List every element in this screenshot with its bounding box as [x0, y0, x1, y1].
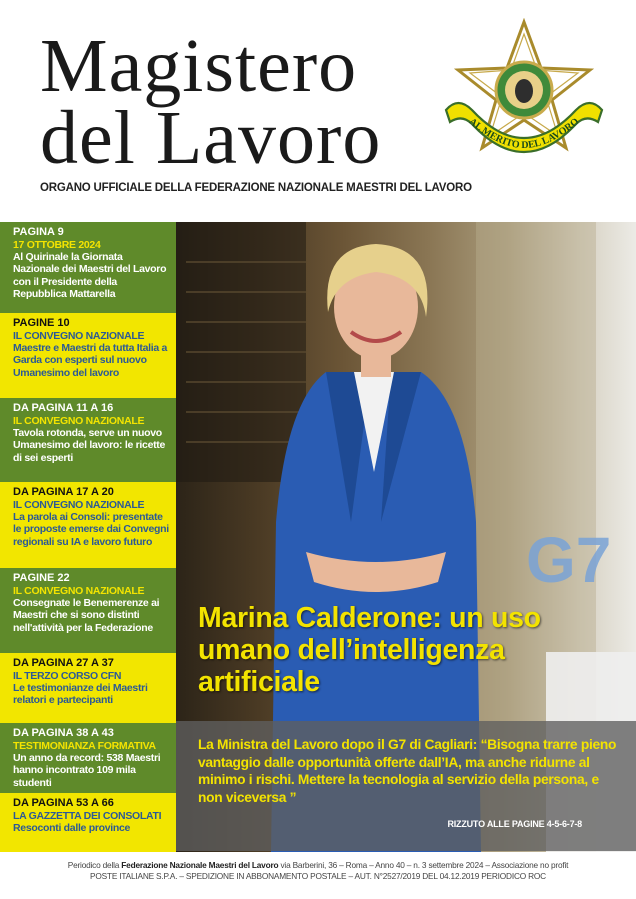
contents-pages: PAGINE 22: [13, 572, 70, 584]
g7-sign: G7: [526, 524, 612, 596]
masthead: [0, 0, 636, 222]
contents-item[interactable]: [0, 222, 176, 313]
footer-address: via Barberini, 36 – Roma – Anno 40 – n. 3 settembre 2024 – Associazione no profit: [280, 860, 569, 870]
contents-body: Un anno da record: 538 Maestri hanno incontrato 109 mila studenti: [13, 752, 161, 789]
cover-lede: La Ministra del Lavoro dopo il G7 di Cagliari: “Bisogna trarre pieno vantaggio dalle opportunità offerte dall’IA, ma anche ridurne al minimo i rischi. Mettere la tecnologia al servizio della persona, e non viceversa ”: [198, 737, 617, 805]
contents-item[interactable]: [0, 653, 176, 723]
contents-item[interactable]: [0, 313, 176, 398]
contents-heading: IL TERZO CORSO CFN: [13, 670, 122, 682]
contents-body: Consegnate le Benemerenze ai Maestri che si sono distinti nell'attività per la Federazione: [13, 597, 160, 634]
contents-heading: IL CONVEGNO NAZIONALE: [13, 330, 145, 342]
contents-item[interactable]: [0, 793, 176, 852]
cover-headline: Marina Calderone: un uso umano dell’intelligenza artificiale: [198, 602, 541, 698]
contents-body: Al Quirinale la Giornata Nazionale dei Maestri del Lavoro con il Presidente della Repubblica Mattarella: [13, 251, 167, 300]
footer-federation: Federazione Nazionale Maestri del Lavoro: [121, 860, 279, 870]
contents-pages: PAGINA 9: [13, 226, 64, 238]
footer-line2: POSTE ITALIANE S.P.A. – SPEDIZIONE IN ABBONAMENTO POSTALE – AUT. N°2527/2019 DEL 04.12.2019 PERIODICO ROC: [90, 871, 546, 881]
magazine-subtitle: ORGANO UFFICIALE DELLA FEDERAZIONE NAZIONALE MAESTRI DEL LAVORO: [40, 182, 472, 194]
emblem-motto: AL MERITO DEL LAVORO: [466, 116, 582, 152]
contents-body: Maestre e Maestri da tutta Italia a Garda con esperti sul nuovo Umanesimo del lavoro: [13, 342, 168, 379]
contents-body: Tavola rotonda, serve un nuovo Umanesimo del lavoro: le ricette di sei esperti: [13, 427, 166, 464]
contents-heading: 17 OTTOBRE 2024: [13, 239, 101, 251]
footer-prefix: Periodico della: [67, 860, 120, 870]
footer-line1: [0, 860, 636, 870]
magazine-title-line1: Magistero: [40, 24, 358, 108]
magazine-title-line2: del Lavoro: [40, 96, 382, 180]
contents-heading: IL CONVEGNO NAZIONALE: [13, 585, 145, 597]
contents-pages: PAGINE 10: [13, 317, 70, 329]
star-medal-emblem-icon: [438, 18, 610, 168]
contents-pages: DA PAGINA 38 A 43: [13, 727, 114, 739]
contents-heading: IL CONVEGNO NAZIONALE: [13, 415, 145, 427]
contents-body: Le testimonianze dei Maestri relatori e partecipanti: [13, 682, 148, 707]
cover-byline[interactable]: RIZZUTO ALLE PAGINE 4-5-6-7-8: [447, 819, 582, 829]
footer: [0, 852, 636, 899]
contents-body: La parola ai Consoli: presentate le proposte emerse dai Convegni regionali su IA e lavoro futuro: [13, 511, 169, 548]
contents-pages: DA PAGINA 53 A 66: [13, 797, 114, 809]
contents-heading: LA GAZZETTA DEI CONSOLATI: [13, 810, 162, 822]
contents-heading: IL CONVEGNO NAZIONALE: [13, 499, 145, 511]
contents-sidebar: [0, 222, 176, 852]
contents-pages: DA PAGINA 27 A 37: [13, 657, 114, 669]
contents-body: Resoconti dalle province: [13, 822, 131, 835]
contents-pages: DA PAGINA 17 A 20: [13, 486, 114, 498]
contents-item[interactable]: [0, 568, 176, 653]
contents-heading: TESTIMONIANZA FORMATIVA: [13, 740, 156, 752]
contents-item[interactable]: [0, 482, 176, 568]
contents-item[interactable]: [0, 723, 176, 793]
contents-item[interactable]: [0, 398, 176, 482]
contents-pages: DA PAGINA 11 A 16: [13, 402, 114, 414]
